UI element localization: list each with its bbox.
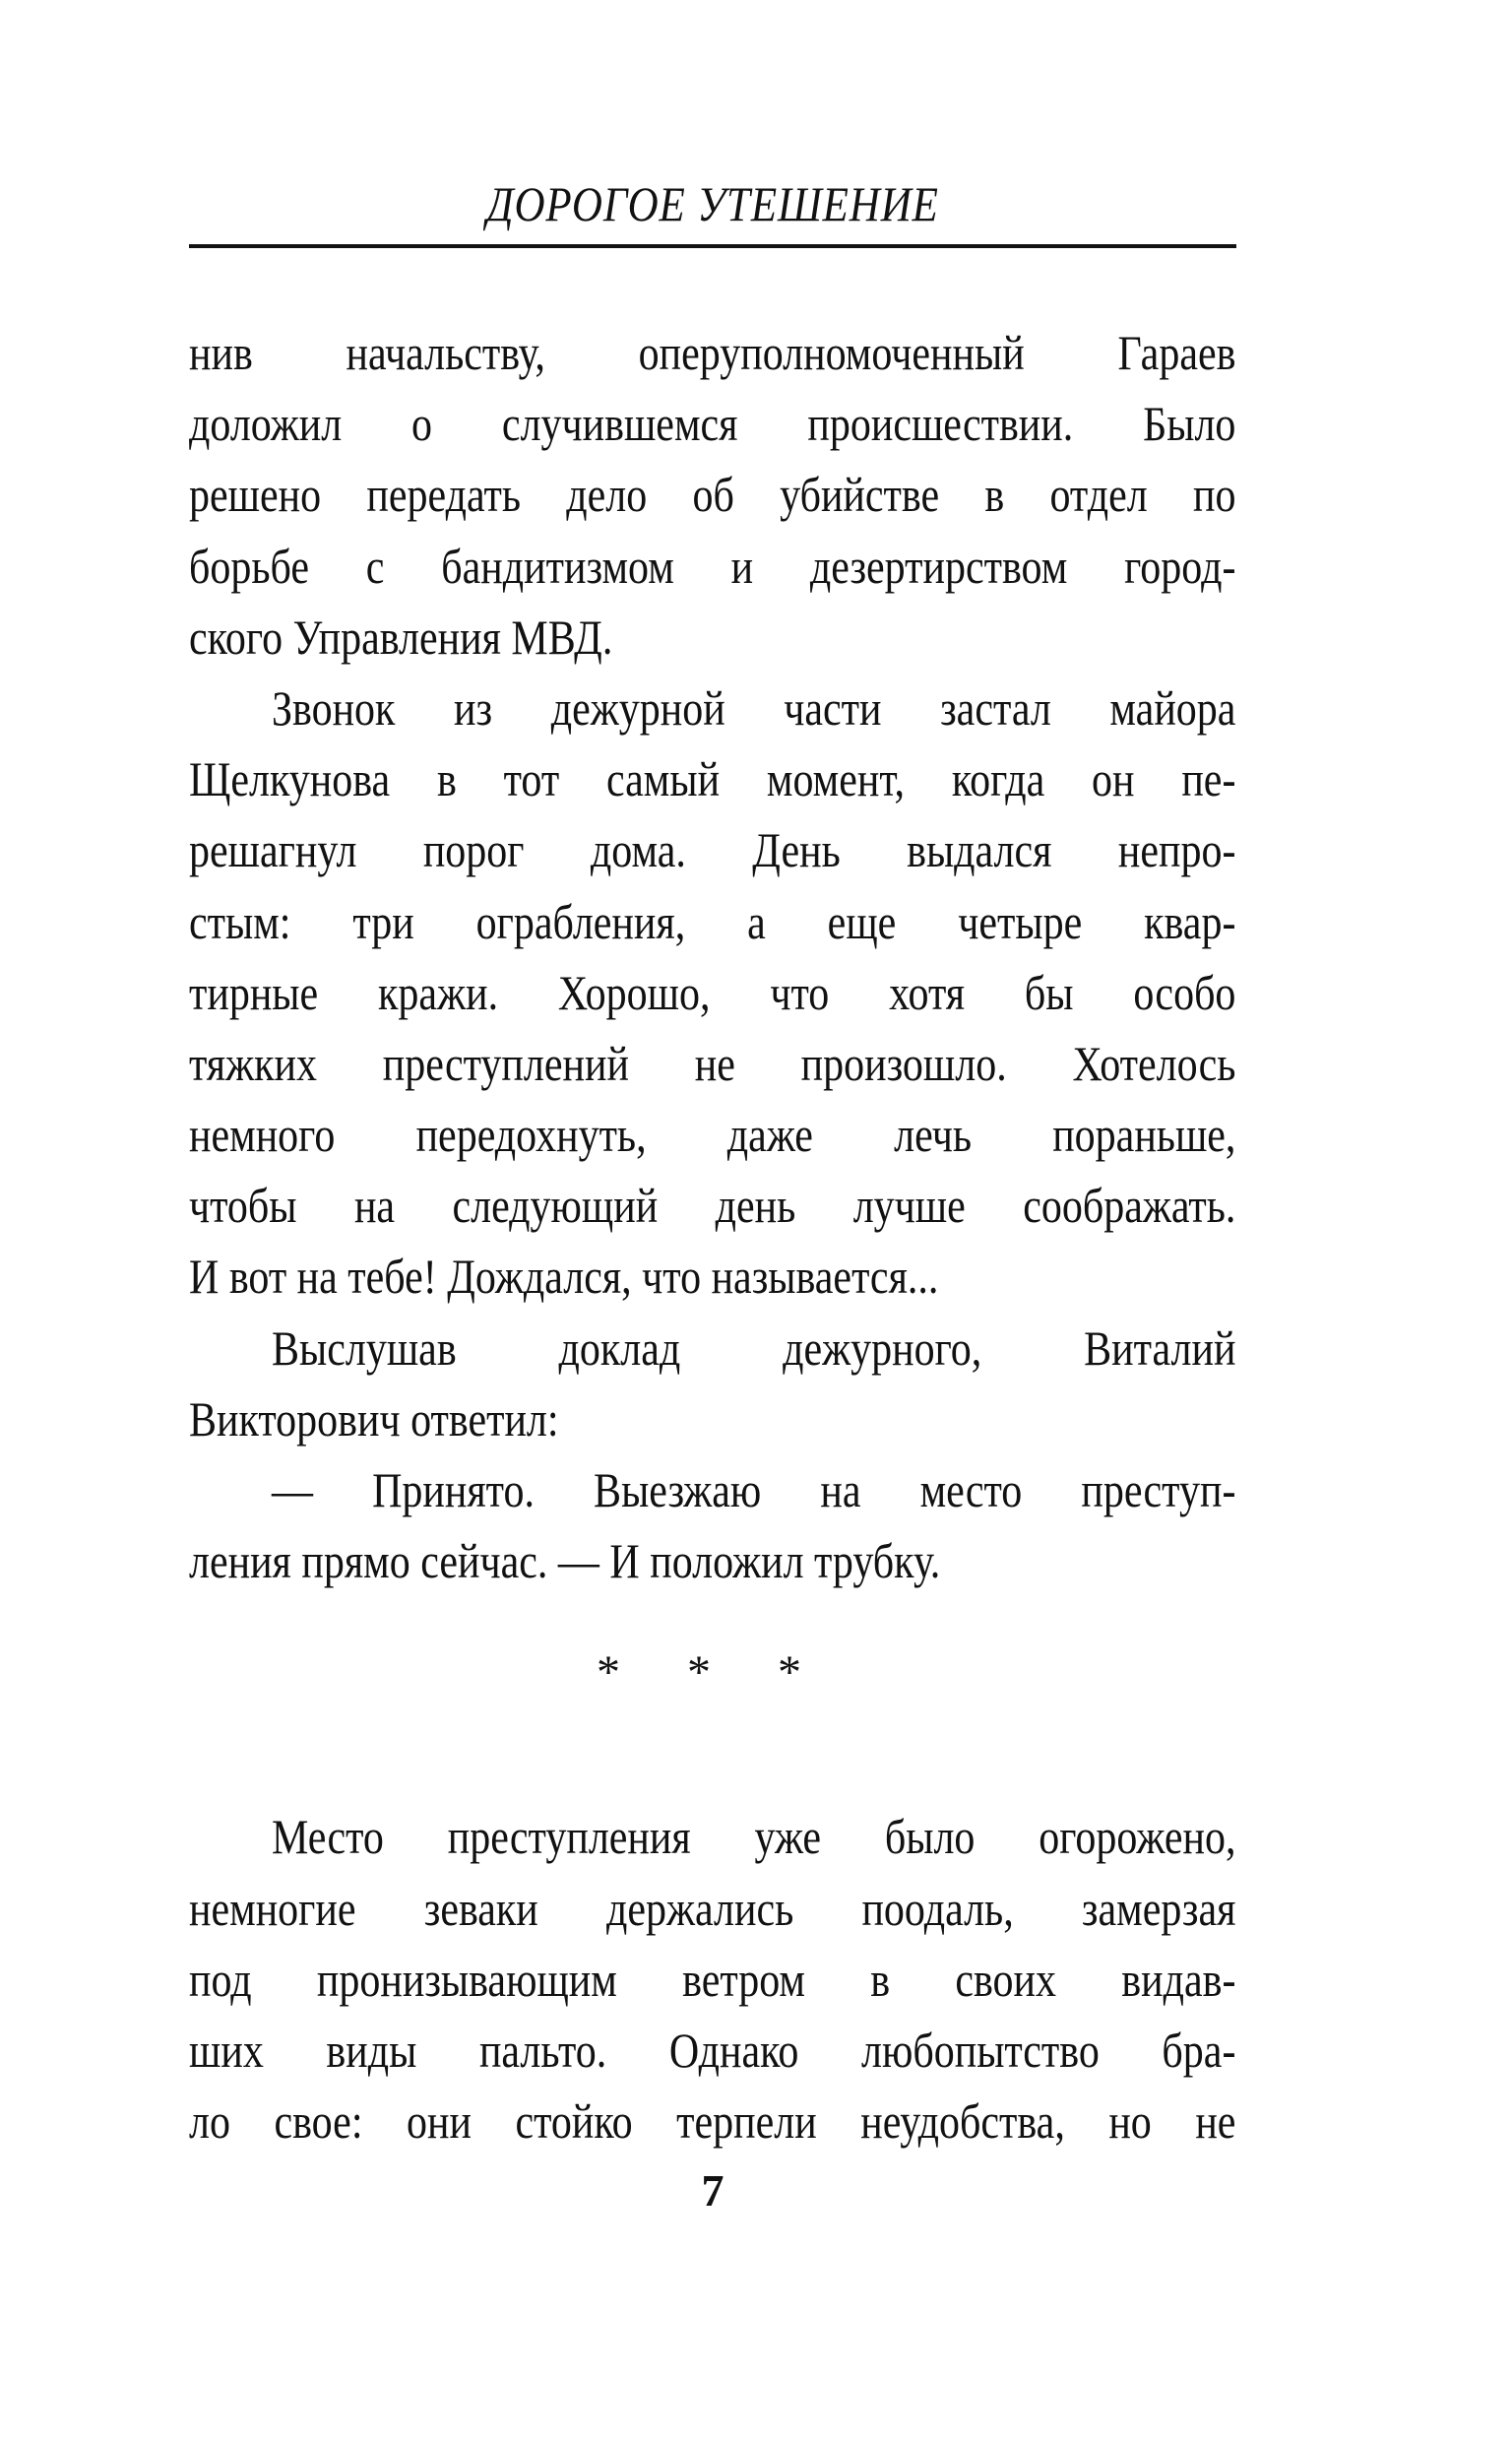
text-line: Место преступления уже было огорожено, xyxy=(272,1809,1236,1865)
text-line: решено передать дело об убийстве в отдел по xyxy=(189,467,1236,523)
text-line: ления прямо сейчас. — И положил трубку. xyxy=(189,1533,941,1589)
text-line: под пронизывающим ветром в своих видав- xyxy=(189,1951,1236,2007)
text-line: нив начальству, оперуполномоченный Гараев xyxy=(189,325,1236,380)
text-line: Выслушав доклад дежурного, Виталий xyxy=(272,1319,1236,1376)
header-rule-divider xyxy=(189,244,1236,248)
text-line: И вот на тебе! Дождался, что называется... xyxy=(189,1249,939,1305)
text-line: ского Управления МВД. xyxy=(189,609,613,665)
page-number: 7 xyxy=(701,2165,724,2216)
text-line: Щелкунова в тот самый момент, когда он пе- xyxy=(189,751,1236,807)
text-line: борьбе с бандитизмом и дезертирством город- xyxy=(189,538,1236,594)
text-line: — Принято. Выезжаю на место преступ- xyxy=(272,1462,1236,1517)
text-block-before-separator xyxy=(189,317,1236,1596)
body-text xyxy=(189,317,1236,2156)
text-line: Викторович ответил: xyxy=(189,1390,559,1447)
running-head-title: ДОРОГОЕ УТЕШЕНИЕ xyxy=(486,176,939,231)
text-line: стым: три ограбления, а еще четыре квар- xyxy=(189,893,1236,949)
book-page xyxy=(189,0,1236,2443)
text-block-after-separator xyxy=(189,1801,1236,2156)
text-line: чтобы на следующий день лучше соображать. xyxy=(189,1178,1236,1234)
text-line: немного передохнуть, даже лечь пораньше, xyxy=(189,1107,1236,1163)
text-line: ло свое: они стойко терпели неудобства, но не xyxy=(189,2093,1236,2150)
text-line: немногие зеваки держались поодаль, замерзая xyxy=(189,1880,1236,1936)
text-line: ших виды пальто. Однако любопытство бра- xyxy=(189,2022,1236,2078)
section-separator: * * * xyxy=(597,1646,829,1700)
text-line: тирные кражи. Хорошо, что хотя бы особо xyxy=(189,964,1236,1020)
text-line: тяжких преступлений не произошло. Хотелось xyxy=(189,1035,1236,1091)
text-line: решагнул порог дома. День выдался непро- xyxy=(189,822,1236,878)
text-line: Звонок из дежурной части застал майора xyxy=(272,679,1236,736)
text-line: доложил о случившемся происшествии. Было xyxy=(189,396,1236,452)
